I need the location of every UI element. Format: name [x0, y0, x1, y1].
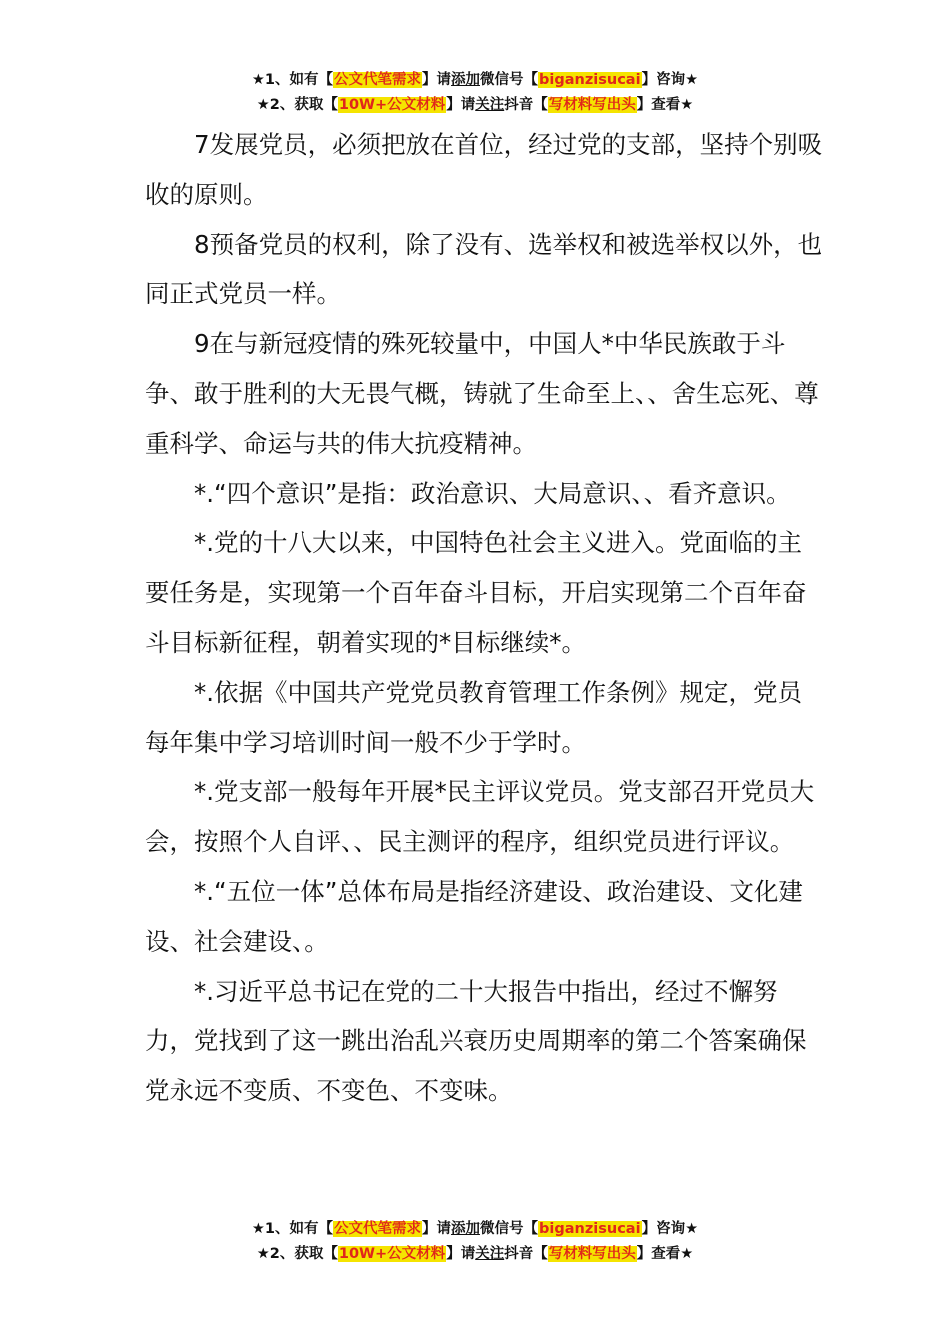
paragraph: *.党支部一般每年开展*民主评议党员。党支部召开党员大会，按照个人自评、、民主测评的程序，组织党员进行评议。: [145, 777, 815, 857]
banner-text: ★2、获取【: [256, 97, 338, 113]
banner-text: 】查看★: [636, 97, 694, 113]
banner-text: ★1、如有【: [251, 1221, 334, 1237]
header-banner: [0, 69, 950, 119]
banner-line-1: [0, 1218, 950, 1243]
banner-text: 】咨询★: [641, 1221, 699, 1237]
paragraph: *.党的十八大以来，中国特色社会主义进入。党面临的主要任务是，实现第一个百年奋斗目标，开启实现第二个百年奋斗目标新征程，朝着实现的*目标继续*。: [145, 528, 807, 657]
banner-underlined-text: 添加: [451, 72, 481, 88]
banner-text: 】请: [422, 72, 452, 88]
banner-line-2: [0, 1243, 950, 1268]
banner-underlined-text: 关注: [475, 97, 505, 113]
banner-text: 】请: [446, 97, 476, 113]
paragraph: *.习近平总书记在党的二十大报告中指出，经过不懈努力，党找到了这一跳出治乱兴衰历史周期率的第二个答案确保党永远不变质、不变色、不变味。: [145, 976, 807, 1106]
highlight-douyin-account: 写材料写出头: [548, 1246, 636, 1262]
paragraph: 9在与新冠疫情的殊死较量中，中国人*中华民族敢于斗争、敢于胜利的大无畏气概，铸就了生命至上、、舍生忘死、尊重科学、命运与共的伟大抗疫精神。: [145, 329, 819, 458]
banner-text: 抖音【: [504, 1246, 548, 1262]
highlight-service: 公文代笔需求: [334, 72, 422, 88]
highlight-wechat-id: biganzisucai: [539, 72, 641, 88]
banner-text: 】查看★: [636, 1246, 694, 1262]
document-body: [145, 120, 825, 1116]
highlight-douyin-account: 写材料写出头: [548, 97, 636, 113]
banner-underlined-text: 添加: [451, 1221, 481, 1237]
paragraph: *.依据《中国共产党党员教育管理工作条例》规定，党员每年集中学习培训时间一般不少于学时。: [145, 677, 803, 757]
highlight-wechat-id: biganzisucai: [539, 1221, 641, 1237]
banner-text: 微信号【: [480, 1221, 539, 1237]
paragraph: *.“四个意识”是指：政治意识、大局意识、、看齐意识。: [194, 478, 791, 508]
banner-text: 抖音【: [504, 97, 548, 113]
banner-text: 微信号【: [480, 72, 539, 88]
banner-text: 】咨询★: [641, 72, 699, 88]
banner-text: 】请: [446, 1246, 476, 1262]
banner-text: ★1、如有【: [251, 72, 334, 88]
banner-underlined-text: 关注: [475, 1246, 505, 1262]
banner-text: ★2、获取【: [256, 1246, 338, 1262]
highlight-service: 公文代笔需求: [334, 1221, 422, 1237]
banner-line-2: [0, 94, 950, 119]
footer-banner: [0, 1218, 950, 1268]
banner-line-1: [0, 69, 950, 94]
banner-text: 】请: [422, 1221, 452, 1237]
highlight-materials: 10W+公文材料: [338, 1246, 446, 1262]
paragraph: *.“五位一体”总体布局是指经济建设、政治建设、文化建设、社会建设、。: [145, 876, 803, 956]
paragraph: 8预备党员的权利，除了没有、选举权和被选举权以外，也同正式党员一样。: [145, 229, 823, 309]
highlight-materials: 10W+公文材料: [338, 97, 446, 113]
paragraph: 7发展党员，必须把放在首位，经过党的支部，坚持个别吸收的原则。: [145, 130, 823, 209]
